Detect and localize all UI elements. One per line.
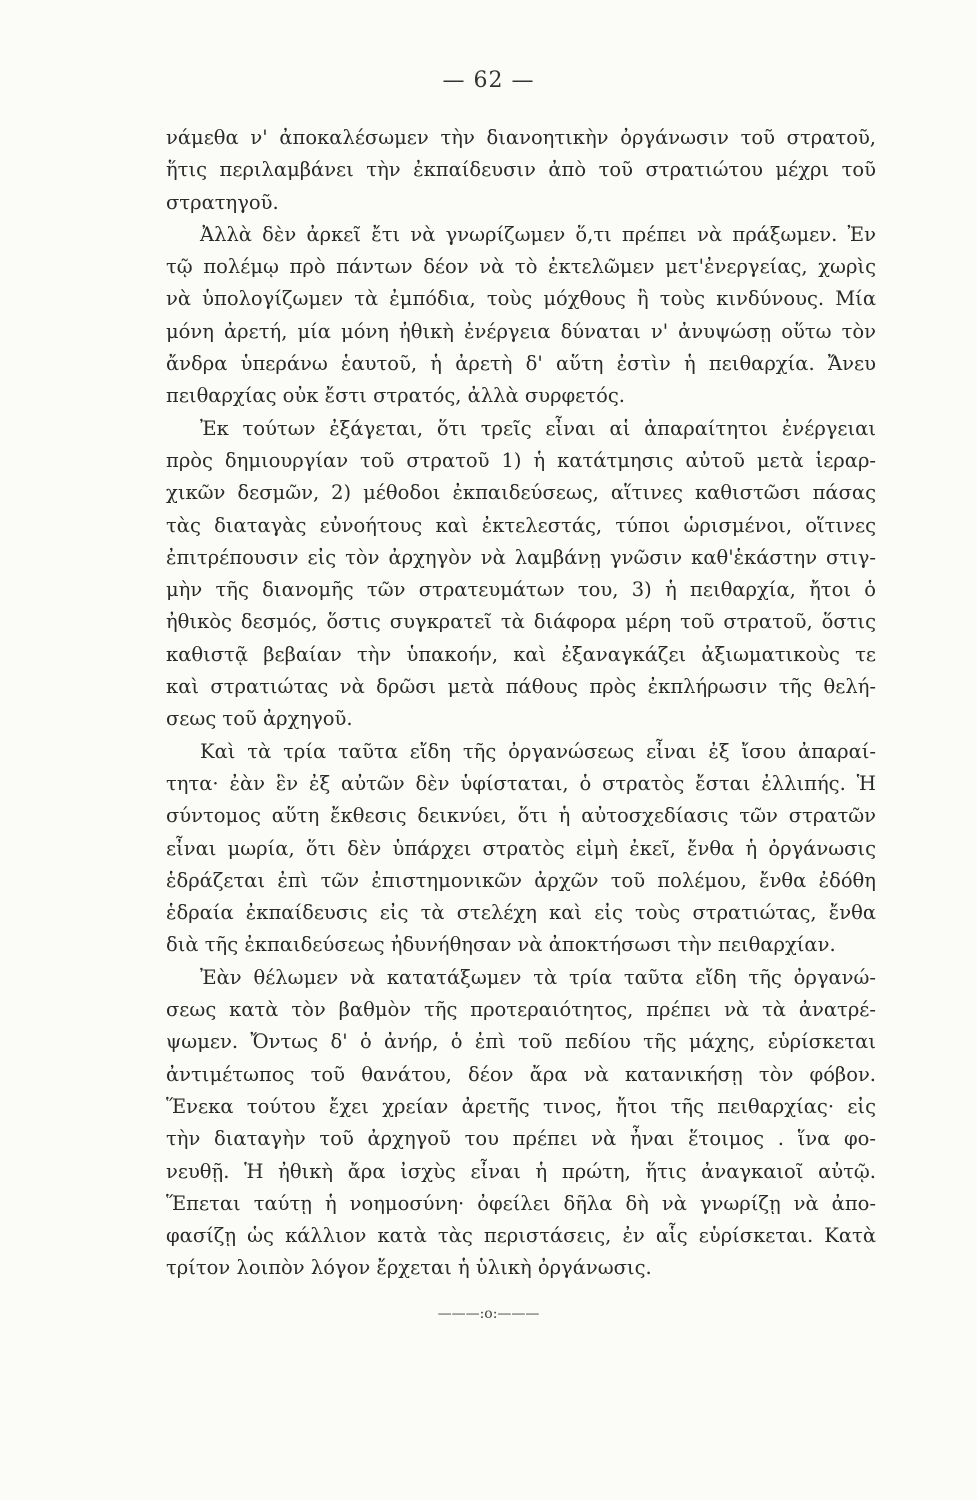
text-line: ἐπιτρέπουσιν εἰς τὸν ἀρχηγὸν νὰ λαμβάνῃ γνῶσιν καθ'ἑκάστην στιγ- [166,545,876,569]
text-line: χικῶν δεσμῶν, 2) μέθοδοι ἐκπαιδεύσεως, αἵτινες καθιστῶσι πάσας [166,481,876,505]
end-ornament: ———:o:——— [437,1306,540,1322]
text-line: ἑδράζεται ἐπὶ τῶν ἐπιστημονικῶν ἀρχῶν τοῦ πολέμου, ἔνθα ἐδόθη [166,868,876,892]
text-line: καθιστᾷ βεβαίαν τὴν ὑπακοήν, καὶ ἐξαναγκάζει ἀξιωματικοὺς τε [166,642,876,666]
page-number: — 62 — [442,68,535,93]
text-line: νὰ ὑπολογίζωμεν τὰ ἐμπόδια, τοὺς μόχθους ἢ τοὺς κινδύνους. Μία [166,287,876,311]
text-line: πειθαρχίας οὐκ ἔστι στρατός, ἀλλὰ συρφετός. [166,384,625,408]
text-line: Ἀλλὰ δὲν ἀρκεῖ ἔτι νὰ γνωρίζωμεν ὅ,τι πρέπει νὰ πράξωμεν. Ἐν [200,222,876,246]
text-line: νευθῇ. Ἡ ἠθικὴ ἄρα ἰσχὺς εἶναι ἡ πρώτη, ἥτις ἀναγκαιοῖ αὐτῷ. [166,1159,876,1183]
text-line: ἥτις περιλαμβάνει τὴν ἐκπαίδευσιν ἀπὸ τοῦ στρατιώτου μέχρι τοῦ [166,158,876,182]
text-line: ψωμεν. Ὄντως δ' ὁ ἀνήρ, ὁ ἐπὶ τοῦ πεδίου τῆς μάχης, εὑρίσκεται [166,1030,876,1054]
text-line: σεως κατὰ τὸν βαθμὸν τῆς προτεραιότητος, πρέπει νὰ τὰ ἀνατρέ- [166,998,876,1022]
text-line: φασίζῃ ὡς κάλλιον κατὰ τὰς περιστάσεις, ἐν αἷς εὑρίσκεται. Κατὰ [166,1224,876,1248]
text-line: μὴν τῆς διανομῆς τῶν στρατευμάτων του, 3) ἡ πειθαρχία, ἤτοι ὁ [166,578,876,602]
text-line: σύντομος αὕτη ἔκθεσις δεικνύει, ὅτι ἡ αὐτοσχεδίασις τῶν στρατῶν [166,804,876,828]
text-line: καὶ στρατιώτας νὰ δρῶσι μετὰ πάθους πρὸς ἐκπλήρωσιν τῆς θελή- [166,675,876,699]
body-text [166,122,876,1285]
text-line: τὰς διαταγὰς εὐνοήτους καὶ ἐκτελεστάς, τύποι ὡρισμένοι, οἵτινες [166,513,876,537]
text-line: Ἐὰν θέλωμεν νὰ κατατάξωμεν τὰ τρία ταῦτα εἴδη τῆς ὀργανώ- [200,965,876,989]
text-line: Καὶ τὰ τρία ταῦτα εἴδη τῆς ὀργανώσεως εἶναι ἐξ ἴσου ἀπαραί- [200,739,876,763]
text-line: τῷ πολέμῳ πρὸ πάντων δέον νὰ τὸ ἐκτελῶμεν μετ'ἐνεργείας, χωρὶς [166,255,876,279]
text-line: Ἕπεται ταύτῃ ἡ νοημοσύνη· ὀφείλει δῆλα δὴ νὰ γνωρίζῃ νὰ ἀπο- [166,1191,876,1215]
text-line: Ἕνεκα τούτου ἔχει χρείαν ἀρετῆς τινος, ἤτοι τῆς πειθαρχίας· εἰς [166,1094,876,1118]
text-line: τητα· ἐὰν ἓν ἐξ αὐτῶν δὲν ὑφίσταται, ὁ στρατὸς ἔσται ἐλλιπής. Ἡ [166,771,876,795]
text-line: τὴν διαταγὴν τοῦ ἀρχηγοῦ του πρέπει νὰ ἦναι ἕτοιμος . ἵνα φο- [166,1127,876,1151]
text-line: νάμεθα ν' ἀποκαλέσωμεν τὴν διανοητικὴν ὀργάνωσιν τοῦ στρατοῦ, [166,126,876,149]
text-line: ἀντιμέτωπος τοῦ θανάτου, δέον ἄρα νὰ κατανικήσῃ τὸν φόβον. [166,1062,876,1086]
text-line: πρὸς δημιουργίαν τοῦ στρατοῦ 1) ἡ κατάτμησις αὐτοῦ μετὰ ἱεραρ- [166,448,876,472]
text-line: στρατηγοῦ. [166,190,279,214]
text-line: ἄνδρα ὑπεράνω ἑαυτοῦ, ἡ ἀρετὴ δ' αὕτη ἐστὶν ἡ πειθαρχία. Ἄνευ [166,352,876,376]
text-line: μόνη ἀρετή, μία μόνη ἠθικὴ ἐνέργεια δύναται ν' ἀνυψώσῃ οὕτω τὸν [166,319,876,343]
text-line: ἠθικὸς δεσμός, ὅστις συγκρατεῖ τὰ διάφορα μέρη τοῦ στρατοῦ, ὅστις [166,610,876,634]
text-line: ἑδραία ἐκπαίδευσις εἰς τὰ στελέχη καὶ εἰς τοὺς στρατιώτας, ἔνθα [166,901,876,925]
text-line: Ἐκ τούτων ἐξάγεται, ὅτι τρεῖς εἶναι αἱ ἀπαραίτητοι ἐνέργειαι [200,416,876,440]
text-line: εἶναι μωρία, ὅτι δὲν ὑπάρχει στρατὸς εἰμὴ ἐκεῖ, ἔνθα ἡ ὀργάνωσις [166,836,876,860]
text-line: τρίτον λοιπὸν λόγον ἔρχεται ἡ ὑλικὴ ὀργάνωσις. [166,1256,652,1280]
text-line: σεως τοῦ ἀρχηγοῦ. [166,707,353,731]
text-line: διὰ τῆς ἐκπαιδεύσεως ἠδυνήθησαν νὰ ἀποκτήσωσι τὴν πειθαρχίαν. [166,933,836,957]
